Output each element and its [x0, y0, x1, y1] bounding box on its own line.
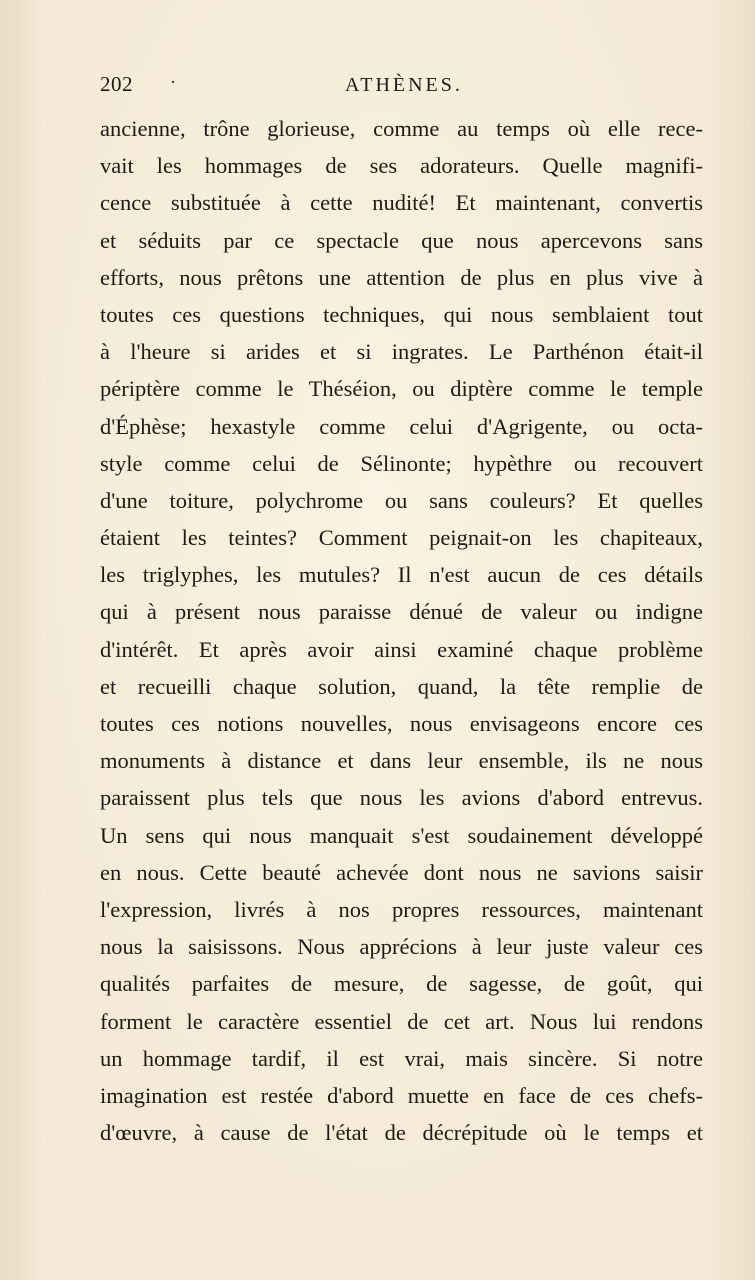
text-line: à l'heure si arides et si ingrates. Le Parthénon était-il — [100, 339, 703, 365]
text-line: étaient les teintes? Comment peignait-on les chapiteaux, — [100, 525, 703, 551]
text-line: toutes ces questions techniques, qui nous semblaient tout — [100, 301, 703, 327]
text-line: toutes ces notions nouvelles, nous envisageons encore ces — [100, 711, 703, 736]
text-line: et recueilli chaque solution, quand, la tête remplie de — [100, 673, 703, 699]
text-line: les triglyphes, les mutules? Il n'est aucun de ces détails — [100, 562, 703, 588]
text-line: d'œuvre, à cause de l'état de décrépitude où le temps et — [100, 1120, 703, 1146]
text-line: un hommage tardif, il est vrai, mais sincère. Si notre — [100, 1045, 703, 1071]
text-line: périptère comme le Théséion, ou diptère comme le temple — [100, 376, 703, 402]
text-line: paraissent plus tels que nous les avions d'abord entrevus. — [100, 785, 703, 811]
page-number: 202 — [100, 72, 133, 96]
text-line: efforts, nous prêtons une attention de plus en plus vive à — [100, 264, 703, 290]
body-text — [100, 110, 703, 1151]
text-line: Un sens qui nous manquait s'est soudainement développé — [100, 822, 703, 848]
running-title: ATHÈNES. — [345, 74, 463, 96]
text-line: cence substituée à cette nudité! Et maintenant, convertis — [100, 190, 703, 216]
text-line: nous la saisissons. Nous apprécions à leur juste valeur ces — [100, 934, 703, 960]
text-line: d'Éphèse; hexastyle comme celui d'Agrigente, ou octa- — [100, 413, 703, 439]
text-line: vait les hommages de ses adorateurs. Quelle magnifi- — [100, 153, 703, 179]
text-line: imagination est restée d'abord muette en face de ces chefs- — [100, 1082, 703, 1108]
text-line: ancienne, trône glorieuse, comme au temps où elle rece- — [100, 116, 703, 141]
text-line: d'intérêt. Et après avoir ainsi examiné chaque problème — [100, 636, 703, 662]
text-line: monuments à distance et dans leur ensemble, ils ne nous — [100, 748, 703, 774]
running-head — [100, 72, 703, 102]
text-line: l'expression, livrés à nos propres ressources, maintenant — [100, 896, 703, 922]
text-line: forment le caractère essentiel de cet art. Nous lui rendons — [100, 1008, 703, 1034]
text-line: style comme celui de Sélinonte; hypèthre ou recouvert — [100, 450, 703, 476]
text-line: et séduits par ce spectacle que nous apercevons sans — [100, 227, 703, 253]
text-line: qui à présent nous paraisse dénué de valeur ou indigne — [100, 599, 703, 625]
header-separator: · — [170, 72, 176, 92]
text-line: en nous. Cette beauté achevée dont nous ne savions saisir — [100, 859, 703, 885]
text-line: qualités parfaites de mesure, de sagesse, de goût, qui — [100, 971, 703, 997]
text-line: d'une toiture, polychrome ou sans couleurs? Et quelles — [100, 487, 703, 513]
